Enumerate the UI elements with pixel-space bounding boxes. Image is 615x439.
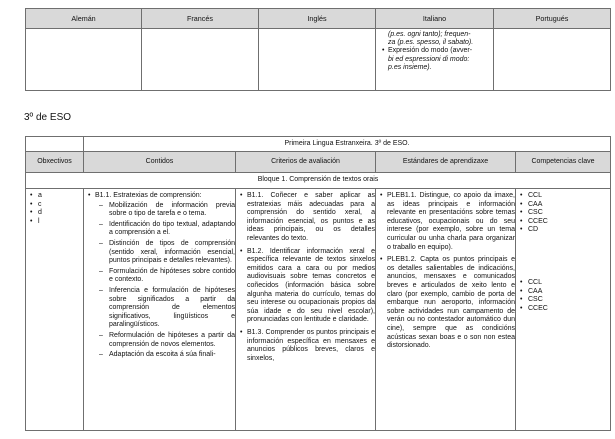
contidos-item: – Formulación de hipóteses sobre contido e contexto.: [99, 268, 235, 285]
contidos-item: – Identificación do tipo textual, adaptando a comprensión a el.: [99, 221, 235, 238]
cell-ingles: [259, 29, 376, 91]
contidos-item: – Inferencia e formulación de hipóteses sobre significados a partir da comprensión de elementos significativos, lingüísticos e paralingüísticos.: [99, 287, 235, 330]
estandar-item: • PLEB1.2. Capta os puntos principais e os detalles salientables de indicacións, anuncios, mensaxes e comunicados breves e articulados de xeito lento e claro (por exemplo, cambio de porta de embarque nun aeroporto, información sobre actividades nun campamento de verán ou no contestador automático dun cine), sempre que as condicións acústicas sexan boas e o son non estea distorsionado.: [379, 256, 515, 351]
cell-portugues: [494, 29, 611, 91]
contidos-item: – Adaptación da escoita á súa finali-: [99, 351, 235, 360]
italiano-line: • Expresión do modo (avver-: [382, 47, 491, 55]
header-contidos: Contidos: [84, 152, 236, 173]
table-title: Primeira Lingua Estranxeira. 3º de ESO.: [84, 137, 611, 152]
competencia-item: • CCEC: [520, 305, 610, 314]
italiano-line: p.es insieme).: [388, 63, 432, 71]
objectives-cell: [26, 189, 84, 431]
cell-italiano: [376, 29, 494, 91]
cell-aleman: [26, 29, 142, 91]
header-competencias: Competencias clave: [516, 152, 611, 173]
criterio-item: • B1.1. Coñecer e saber aplicar as estratexias máis adecuadas para a comprensión do sentido xeral, a información esencial, os puntos e as ideas principais, ou os detalles relevantes do texto.: [239, 192, 375, 244]
objective-item: • c: [30, 201, 83, 210]
header-estandares: Estándares de aprendizaxe: [376, 152, 516, 173]
objective-item: • d: [30, 209, 83, 218]
competencia-item: • CCL: [520, 192, 610, 201]
italiano-line: za (p.es. spesso, il sabato).: [388, 39, 474, 47]
header-italiano: Italiano: [376, 9, 494, 29]
competencia-item: • CSC: [520, 296, 610, 305]
objective-item: • a: [30, 192, 83, 201]
competencias-cell: [516, 189, 611, 431]
header-portugues: Portugués: [494, 9, 611, 29]
competencia-item: • CSC: [520, 209, 610, 218]
criterio-item: • B1.3. Comprender os puntos principais e información específica en mensaxes e anuncios públicos breves, claros e sinxelos,: [239, 329, 375, 363]
competencia-item: • CD: [520, 226, 610, 235]
block-title: Bloque 1. Comprensión de textos orais: [26, 173, 611, 189]
objective-item: • l: [30, 218, 83, 227]
section-title: 3º de ESO: [24, 112, 72, 123]
criterio-item: • B1.2. Identificar información xeral e específica relevante de textos sinxelos emitidos cara a cara ou por medios audiovisuais sobre temas concretos e coñecidos (información básica sobre algunha materia do currículo, temas do seu interese ou ocupacionais propios da súa idade e do seu nivel escolar), pronunciadas con lentitude e claridade.: [239, 248, 375, 325]
header-criterios: Criterios de avaliación: [236, 152, 376, 173]
contidos-title: B1.1. Estratexias de comprensión:: [95, 192, 202, 199]
contidos-cell: [84, 189, 236, 431]
competencia-item: • CAA: [520, 201, 610, 210]
header-frances: Francés: [142, 9, 259, 29]
contidos-item: – Reformulación de hipóteses a partir da comprensión de novos elementos.: [99, 332, 235, 349]
italiano-line: bi ed espressioni di modo:: [388, 55, 470, 63]
italiano-list: [376, 29, 493, 72]
contidos-item: – Mobilización de información previa sobre o tipo de tarefa e o tema.: [99, 202, 235, 219]
criterios-cell: [236, 189, 376, 431]
competencia-item: • CCEC: [520, 218, 610, 227]
estandares-cell: [376, 189, 516, 431]
header-obxectivos: Obxectivos: [26, 152, 84, 173]
estandar-item: • PLEB1.1. Distingue, co apoio da imaxe, as ideas principais e información relevante en presentacións sobre temas educativos, ocupacionais ou do seu interese (por exemplo, sobre un tema curricular ou unha charla para organizar o traballo en equipo).: [379, 192, 515, 252]
cell-frances: [142, 29, 259, 91]
language-table: [25, 8, 611, 91]
header-aleman: Alemán: [26, 9, 142, 29]
italiano-line: (p.es. ogni tanto); frequen-: [388, 31, 471, 38]
curriculum-table: [25, 136, 611, 431]
contidos-item: – Distinción de tipos de comprensión (sentido xeral, información esencial, puntos principais e detalles relevantes).: [99, 240, 235, 266]
header-ingles: Inglés: [259, 9, 376, 29]
competencia-item: • CAA: [520, 288, 610, 297]
competencia-item: • CCL: [520, 279, 610, 288]
